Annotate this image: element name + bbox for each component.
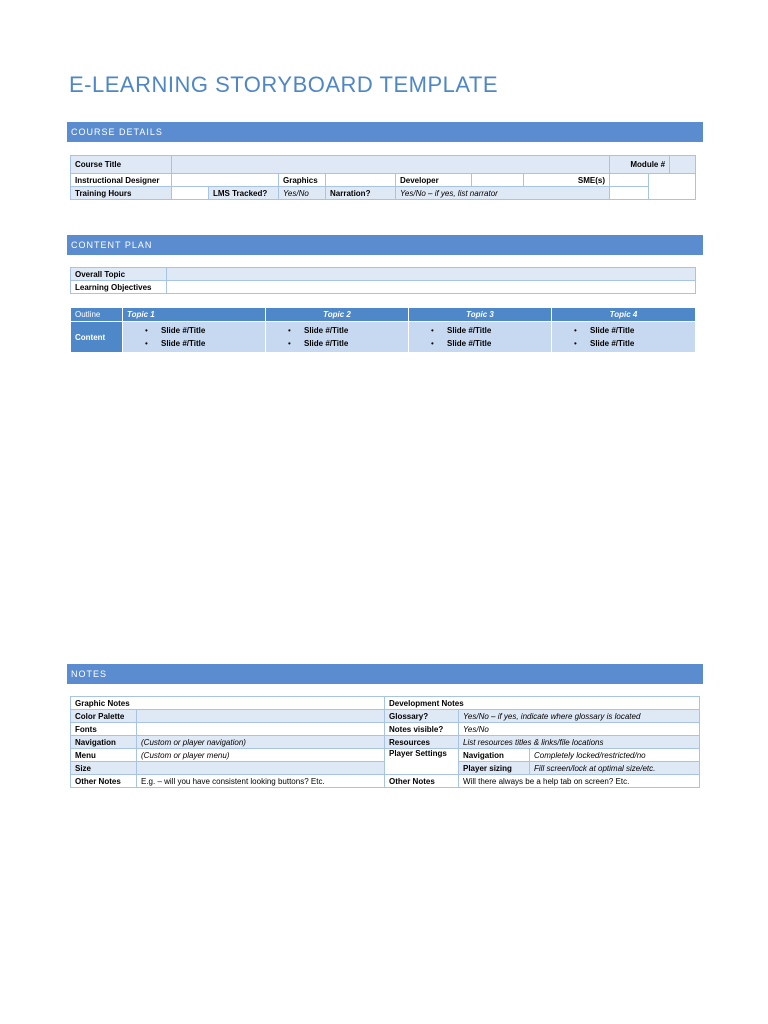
fonts-field[interactable]: [137, 723, 385, 736]
bullet-icon: •: [574, 339, 577, 348]
narration-extra[interactable]: [610, 187, 649, 200]
page-title: E-LEARNING STORYBOARD TEMPLATE: [69, 72, 499, 97]
narration-label: Narration?: [326, 187, 396, 200]
list-item: [574, 337, 695, 350]
topic-2-content[interactable]: [266, 322, 409, 353]
graphics-field[interactable]: [326, 174, 396, 187]
developer-label: Developer: [396, 174, 472, 187]
course-title-label: Course Title: [71, 156, 172, 174]
overall-topic-table: [70, 267, 696, 294]
slide-list: [552, 324, 695, 350]
sme-field-b[interactable]: [649, 174, 696, 200]
bullet-icon: •: [288, 339, 291, 348]
menu-label: Menu: [71, 749, 137, 762]
slide-title-text: Slide #/Title: [161, 339, 206, 348]
resources-label: Resources: [385, 736, 459, 749]
module-field[interactable]: [670, 156, 696, 174]
bullet-icon: •: [431, 339, 434, 348]
overall-topic-field[interactable]: [167, 268, 696, 281]
graphic-notes-label: Graphic Notes: [71, 697, 385, 710]
course-title-field[interactable]: [172, 156, 610, 174]
development-notes-label: Development Notes: [385, 697, 700, 710]
notes-visible-value[interactable]: Yes/No: [459, 723, 700, 736]
slide-title-text: Slide #/Title: [304, 326, 349, 335]
list-item: [145, 324, 265, 337]
developer-field[interactable]: [472, 174, 524, 187]
size-label: Size: [71, 762, 137, 775]
graphics-label: Graphics: [279, 174, 326, 187]
color-palette-field[interactable]: [137, 710, 385, 723]
topic-2-label: Topic 2: [266, 308, 409, 322]
color-palette-label: Color Palette: [71, 710, 137, 723]
learning-objectives-field[interactable]: [167, 281, 696, 294]
bullet-icon: •: [288, 326, 291, 335]
fonts-label: Fonts: [71, 723, 137, 736]
course-details-header: COURSE DETAILS: [67, 122, 703, 142]
slide-title-text: Slide #/Title: [447, 339, 492, 348]
instructional-designer-label: Instructional Designer: [71, 174, 172, 187]
slide-list: [409, 324, 551, 350]
resources-value[interactable]: List resources titles & links/file locations: [459, 736, 700, 749]
glossary-label: Glossary?: [385, 710, 459, 723]
menu-value[interactable]: (Custom or player menu): [137, 749, 385, 762]
bullet-icon: •: [145, 326, 148, 335]
outline-label: Outline: [71, 308, 123, 322]
lms-tracked-value[interactable]: Yes/No: [279, 187, 326, 200]
topic-4-content[interactable]: [552, 322, 696, 353]
glossary-value[interactable]: Yes/No – if yes, indicate where glossary is located: [459, 710, 700, 723]
slide-list: [266, 324, 408, 350]
course-details-table: [70, 155, 696, 200]
list-item: [288, 324, 408, 337]
bullet-icon: •: [431, 326, 434, 335]
player-navigation-label: Navigation: [459, 749, 530, 762]
bullet-icon: •: [574, 326, 577, 335]
list-item: [574, 324, 695, 337]
content-label: Content: [71, 322, 123, 353]
dev-other-notes-value[interactable]: Will there always be a help tab on screen? Etc.: [459, 775, 700, 788]
navigation-value[interactable]: (Custom or player navigation): [137, 736, 385, 749]
notes-visible-label: Notes visible?: [385, 723, 459, 736]
training-hours-label: Training Hours: [71, 187, 172, 200]
graphic-other-notes-value[interactable]: E.g. – will you have consistent looking buttons? Etc.: [137, 775, 385, 788]
navigation-label: Navigation: [71, 736, 137, 749]
content-plan-header: CONTENT PLAN: [67, 235, 703, 255]
list-item: [431, 337, 551, 350]
graphic-other-notes-label: Other Notes: [71, 775, 137, 788]
list-item: [288, 337, 408, 350]
list-item: [145, 337, 265, 350]
topic-3-content[interactable]: [409, 322, 552, 353]
sme-field-a[interactable]: [610, 174, 649, 187]
slide-title-text: Slide #/Title: [447, 326, 492, 335]
topic-4-label: Topic 4: [552, 308, 696, 322]
content-outline-table: [70, 307, 696, 353]
training-hours-field[interactable]: [172, 187, 209, 200]
dev-other-notes-label: Other Notes: [385, 775, 459, 788]
topic-1-label: Topic 1: [123, 308, 266, 322]
topic-1-content[interactable]: [123, 322, 266, 353]
instructional-designer-field[interactable]: [172, 174, 279, 187]
lms-tracked-label: LMS Tracked?: [209, 187, 279, 200]
notes-table: [70, 696, 700, 788]
learning-objectives-label: Learning Objectives: [71, 281, 167, 294]
slide-title-text: Slide #/Title: [304, 339, 349, 348]
list-item: [431, 324, 551, 337]
overall-topic-label: Overall Topic: [71, 268, 167, 281]
topic-3-label: Topic 3: [409, 308, 552, 322]
slide-title-text: Slide #/Title: [161, 326, 206, 335]
bullet-icon: •: [145, 339, 148, 348]
player-sizing-label: Player sizing: [459, 762, 530, 775]
module-label: Module #: [610, 156, 670, 174]
slide-title-text: Slide #/Title: [590, 339, 635, 348]
slide-title-text: Slide #/Title: [590, 326, 635, 335]
slide-list: [123, 324, 265, 350]
size-field[interactable]: [137, 762, 385, 775]
notes-header: NOTES: [67, 664, 703, 684]
player-navigation-value[interactable]: Completely locked/restricted/no: [530, 749, 700, 762]
player-sizing-value[interactable]: Fill screen/lock at optimal size/etc.: [530, 762, 700, 775]
narration-value[interactable]: Yes/No – if yes, list narrator: [396, 187, 610, 200]
player-settings-label: Player Settings: [385, 749, 459, 775]
sme-label: SME(s): [524, 174, 610, 187]
